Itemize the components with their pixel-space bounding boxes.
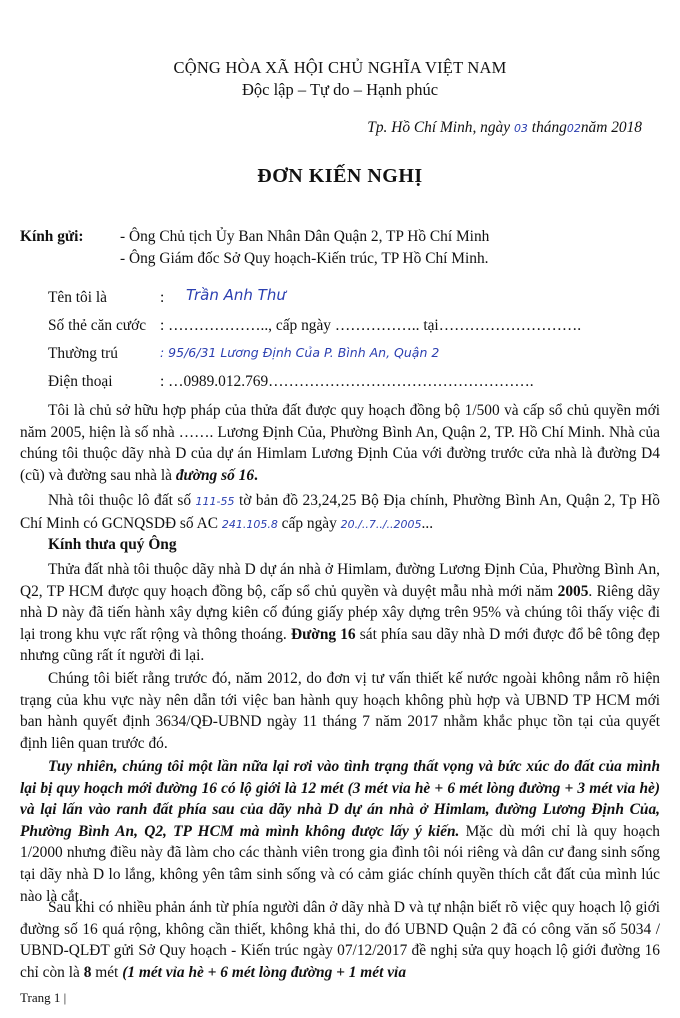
- paragraph-concern: Tuy nhiên, chúng tôi một lần nữa lại rơi vào tình trạng thất vọng và bức xúc do đất của mình lại bị quy hoạch mới đường 16 có lộ giới là 12 mét (3 mét vỉa hè + 6 mét lòng đường + 3 mét vỉa hè) và lại lấn vào ranh đất phía sau của dãy nhà D dự án nhà ở Himlam, đường Lương Định Của, Phường Bình An, Q2, TP HCM mà mình không được lấy ý kiến. Mặc dù mới chỉ là quy hoạch 1/2000 nhưng điều này đã làm cho các thành viên trong gia đình tôi nói riêng và dân cư đang sinh sống tại dãy nhà D lo lắng, không yên tâm sinh sống và có cảm giác chính quyền thích cắt đất của mình lúc nào là cắt.: [20, 758, 660, 905]
- phone-label: Điện thoại: [48, 373, 113, 390]
- name-label: Tên tôi là: [48, 289, 107, 306]
- page-number: Trang 1 |: [20, 990, 67, 1005]
- residence-label: Thường trú: [48, 345, 118, 362]
- country-heading: CỘNG HÒA XÃ HỘI CHỦ NGHĨA VIỆT NAM: [173, 58, 507, 77]
- name-value: Trần Anh Thư: [186, 286, 286, 304]
- name-colon: :: [160, 289, 165, 306]
- salutation: Kính thưa quý Ông: [48, 536, 177, 553]
- residence-value: : 95/6/31 Lương Định Của P. Bình An, Quận 2: [160, 345, 440, 360]
- paragraph-background: Thửa đất nhà tôi thuộc dãy nhà D dự án nhà ở Himlam, đường Lương Định Của, Phường Bình An, Q2, TP HCM được quy hoạch đồng bộ, cấp sổ chủ quyền và duyệt mẫu nhà mới năm 2005. Riêng dãy nhà D này đã tiến hành xây dựng kiên cố đúng giấy phép xây dựng trên 95% và chúng tôi thấy việc đi lại trong khu vực rất rộng và thông thoáng. Đường 16 sát phía sau dãy nhà D mới được đổ bê tông đẹp nhưng cũng rất ít người đi lại.: [20, 561, 660, 665]
- recipients-label: Kính gửi:: [20, 228, 84, 245]
- date-month-label: tháng: [531, 119, 567, 136]
- phone-value: : …0989.012.769…………………………………………….: [160, 373, 534, 390]
- recipient-item: - Ông Chủ tịch Ủy Ban Nhân Dân Quận 2, TP Hồ Chí Minh: [120, 228, 490, 245]
- paragraph-request: Sau khi có nhiều phản ánh từ phía người dân ở dãy nhà D và tự nhận biết rõ việc quy hoạch lộ giới đường số 16 quá rộng, không cần thiết, không khả thi, do đó UBND Quận 2 đã có công văn số 5034 / UBND-QLĐT gửi Sở Quy hoạch - Kiến trúc ngày 07/12/2017 đề nghị sửa quy hoạch lộ giới đường 16 chỉ còn là 8 mét (1 mét vỉa hè + 6 mét lòng đường + 1 mét vỉa: [20, 899, 660, 981]
- date-day: 03: [513, 122, 528, 135]
- paragraph-ownership: Tôi là chủ sở hữu hợp pháp của thửa đất được quy hoạch đồng bộ 1/500 và cấp sổ chủ quyền mới năm 2005, hiện là số nhà ……. Lương Định Của, Phường Bình An, Quận 2, TP. Hồ Chí Minh. Nhà của chúng tôi thuộc dãy nhà D của dự án Himlam Lương Định Của với đường trước cửa nhà là đường D4 (cũ) và đường sau nhà là đường số 16.: [20, 402, 660, 484]
- id-label: Số thẻ căn cước: [48, 317, 147, 334]
- date-year: năm 2018: [580, 119, 642, 136]
- recipient-item: - Ông Giám đốc Sở Quy hoạch-Kiến trúc, TP Hồ Chí Minh.: [120, 250, 489, 267]
- paragraph-lot: Nhà tôi thuộc lô đất số 111-55 tờ bản đồ 23,24,25 Bộ Địa chính, Phường Bình An, Quận 2, Tp Hồ Chí Minh có GCNQSDĐ số AC 241.105.8 cấp ngày 20./..7../..2005...: [20, 492, 660, 532]
- id-line: : ……………….., cấp ngày …………….. tại……………………….: [160, 317, 582, 334]
- date-prefix: Tp. Hồ Chí Minh, ngày: [367, 119, 511, 136]
- motto-heading: Độc lập – Tự do – Hạnh phúc: [241, 80, 439, 99]
- paragraph-history: Chúng tôi biết rằng trước đó, năm 2012, do đơn vị tư vấn thiết kế nước ngoài không nắm rõ hiện trạng của khu vực này nên dẫn tới việc ban hành quy hoạch không phù hợp và UBND TP HCM mới ban hành quyết định 3634/QĐ-UBND ngày 11 tháng 7 năm 2017 nhằm khắc phục tồn tại của quyết định liên quan trước đó.: [20, 670, 660, 752]
- document-title: ĐƠN KIẾN NGHỊ: [257, 165, 423, 187]
- date-line: [367, 119, 642, 137]
- date-month: 02: [566, 122, 581, 135]
